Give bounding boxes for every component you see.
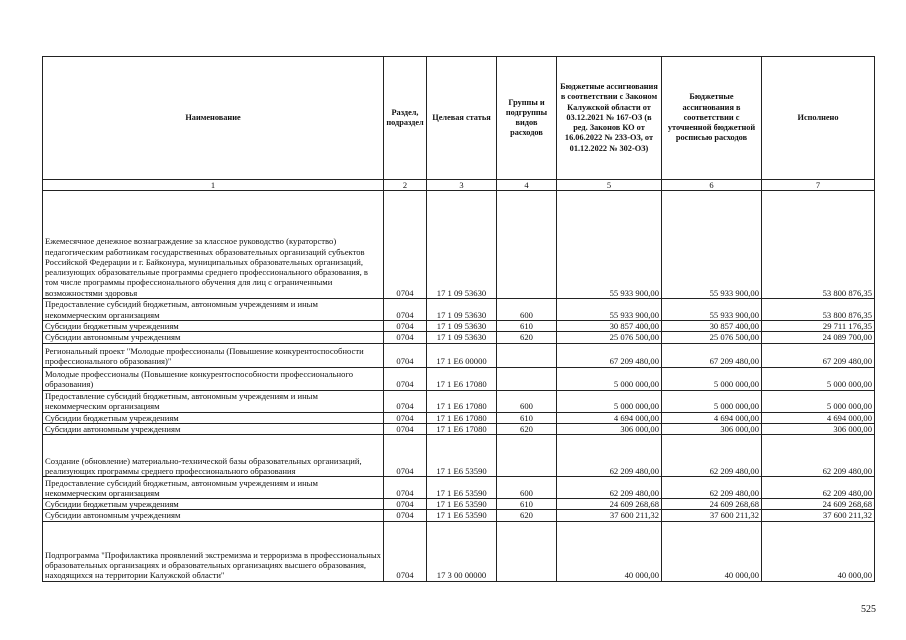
table-row <box>43 510 875 521</box>
row-target-article: 17 1 Е6 17080 <box>427 390 497 412</box>
row-target-article: 17 1 Е6 17080 <box>427 423 497 434</box>
row-expense-group: 620 <box>497 423 557 434</box>
row-expense-group <box>497 367 557 390</box>
row-expense-group: 620 <box>497 510 557 521</box>
row-section: 0704 <box>384 412 427 423</box>
table-row <box>43 423 875 434</box>
row-name: Создание (обновление) материально-технической базы образовательных организаций, реализующих программы среднего профессионального образования <box>43 435 384 477</box>
table-row <box>43 332 875 343</box>
row-section: 0704 <box>384 367 427 390</box>
table-row <box>43 390 875 412</box>
header-roster-allocations: Бюджетные ассигнования в соответствии с уточненной бюджетной росписью расходов <box>662 57 762 180</box>
row-section: 0704 <box>384 423 427 434</box>
row-section: 0704 <box>384 477 427 499</box>
column-number: 1 <box>43 180 384 191</box>
row-target-article: 17 1 Е6 17080 <box>427 412 497 423</box>
row-law-amount: 5 000 000,00 <box>557 390 662 412</box>
column-number: 2 <box>384 180 427 191</box>
row-executed-amount: 62 209 480,00 <box>762 477 875 499</box>
row-law-amount: 67 209 480,00 <box>557 343 662 367</box>
row-name: Предоставление субсидий бюджетным, автономным учреждениям и иным некоммерческим организациям <box>43 299 384 321</box>
row-executed-amount: 53 800 876,35 <box>762 191 875 299</box>
row-executed-amount: 5 000 000,00 <box>762 390 875 412</box>
column-number: 3 <box>427 180 497 191</box>
row-expense-group: 600 <box>497 477 557 499</box>
row-executed-amount: 67 209 480,00 <box>762 343 875 367</box>
column-number: 6 <box>662 180 762 191</box>
table-row <box>43 299 875 321</box>
column-number-row <box>43 180 875 191</box>
row-section: 0704 <box>384 343 427 367</box>
table-row <box>43 477 875 499</box>
row-roster-amount: 40 000,00 <box>662 521 762 581</box>
row-law-amount: 5 000 000,00 <box>557 367 662 390</box>
row-law-amount: 55 933 900,00 <box>557 299 662 321</box>
row-roster-amount: 5 000 000,00 <box>662 367 762 390</box>
row-law-amount: 306 000,00 <box>557 423 662 434</box>
row-name: Молодые профессионалы (Повышение конкурентоспособности профессионального образования) <box>43 367 384 390</box>
row-roster-amount: 37 600 211,32 <box>662 510 762 521</box>
row-expense-group: 600 <box>497 299 557 321</box>
table-row <box>43 499 875 510</box>
row-name: Субсидии бюджетным учреждениям <box>43 321 384 332</box>
row-target-article: 17 3 00 00000 <box>427 521 497 581</box>
row-roster-amount: 306 000,00 <box>662 423 762 434</box>
row-executed-amount: 62 209 480,00 <box>762 435 875 477</box>
row-name: Субсидии автономным учреждениям <box>43 423 384 434</box>
row-expense-group: 610 <box>497 321 557 332</box>
row-expense-group: 600 <box>497 390 557 412</box>
row-section: 0704 <box>384 191 427 299</box>
table-row <box>43 521 875 581</box>
row-roster-amount: 4 694 000,00 <box>662 412 762 423</box>
row-target-article: 17 1 09 53630 <box>427 321 497 332</box>
row-law-amount: 40 000,00 <box>557 521 662 581</box>
row-law-amount: 37 600 211,32 <box>557 510 662 521</box>
row-expense-group: 610 <box>497 499 557 510</box>
row-law-amount: 55 933 900,00 <box>557 191 662 299</box>
row-executed-amount: 37 600 211,32 <box>762 510 875 521</box>
row-expense-group <box>497 435 557 477</box>
header-law-allocations: Бюджетные ассигнования в соответствии с Законом Калужской области от 03.12.2021 № 167-ОЗ (в ред. Законов КО от 16.06.2022 № 233-ОЗ, от 01.12.2022 № 302-ОЗ) <box>557 57 662 180</box>
row-law-amount: 4 694 000,00 <box>557 412 662 423</box>
row-target-article: 17 1 Е6 00000 <box>427 343 497 367</box>
row-executed-amount: 4 694 000,00 <box>762 412 875 423</box>
row-executed-amount: 24 609 268,68 <box>762 499 875 510</box>
row-roster-amount: 25 076 500,00 <box>662 332 762 343</box>
row-section: 0704 <box>384 332 427 343</box>
row-target-article: 17 1 Е6 17080 <box>427 367 497 390</box>
row-target-article: 17 1 09 53630 <box>427 332 497 343</box>
column-number: 7 <box>762 180 875 191</box>
row-section: 0704 <box>384 499 427 510</box>
header-expense-groups: Группы и подгруппы видов расходов <box>497 57 557 180</box>
row-roster-amount: 67 209 480,00 <box>662 343 762 367</box>
row-executed-amount: 40 000,00 <box>762 521 875 581</box>
row-section: 0704 <box>384 435 427 477</box>
row-name: Субсидии автономным учреждениям <box>43 510 384 521</box>
row-roster-amount: 24 609 268,68 <box>662 499 762 510</box>
table-row <box>43 321 875 332</box>
row-target-article: 17 1 Е6 53590 <box>427 499 497 510</box>
header-executed: Исполнено <box>762 57 875 180</box>
row-expense-group <box>497 343 557 367</box>
row-section: 0704 <box>384 299 427 321</box>
table-row <box>43 191 875 299</box>
table-row <box>43 367 875 390</box>
row-executed-amount: 53 800 876,35 <box>762 299 875 321</box>
row-target-article: 17 1 Е6 53590 <box>427 435 497 477</box>
row-roster-amount: 62 209 480,00 <box>662 435 762 477</box>
row-law-amount: 24 609 268,68 <box>557 499 662 510</box>
page-number: 525 <box>861 604 876 615</box>
row-executed-amount: 24 089 700,00 <box>762 332 875 343</box>
row-executed-amount: 306 000,00 <box>762 423 875 434</box>
row-target-article: 17 1 Е6 53590 <box>427 477 497 499</box>
row-executed-amount: 29 711 176,35 <box>762 321 875 332</box>
row-name: Предоставление субсидий бюджетным, автономным учреждениям и иным некоммерческим организациям <box>43 477 384 499</box>
table-row <box>43 412 875 423</box>
row-law-amount: 25 076 500,00 <box>557 332 662 343</box>
row-name: Подпрограмма "Профилактика проявлений экстремизма и терроризма в профессиональных образовательных организациях и образовательных организациях высшего образования, находящихся на территории Калужской области" <box>43 521 384 581</box>
row-target-article: 17 1 09 53630 <box>427 191 497 299</box>
table-row <box>43 343 875 367</box>
table-row <box>43 435 875 477</box>
row-section: 0704 <box>384 510 427 521</box>
row-name: Субсидии автономным учреждениям <box>43 332 384 343</box>
row-target-article: 17 1 09 53630 <box>427 299 497 321</box>
row-name: Ежемесячное денежное вознаграждение за классное руководство (кураторство) педагогическим работникам государственных образовательных организаций субъектов Российской Федерации и г. Байконура, муниципальных образовательных организаций, реализующих образовательные программы среднего профессионального образования, в том числе программы профессионального обучения для лиц с ограниченными возможностями здоровья <box>43 191 384 299</box>
budget-execution-table <box>42 56 875 582</box>
row-name: Субсидии бюджетным учреждениям <box>43 412 384 423</box>
row-law-amount: 62 209 480,00 <box>557 477 662 499</box>
row-name: Субсидии бюджетным учреждениям <box>43 499 384 510</box>
row-roster-amount: 62 209 480,00 <box>662 477 762 499</box>
column-number: 4 <box>497 180 557 191</box>
row-expense-group <box>497 191 557 299</box>
column-number: 5 <box>557 180 662 191</box>
row-roster-amount: 55 933 900,00 <box>662 191 762 299</box>
header-section: Раздел, подраздел <box>384 57 427 180</box>
row-roster-amount: 30 857 400,00 <box>662 321 762 332</box>
row-law-amount: 62 209 480,00 <box>557 435 662 477</box>
row-expense-group: 620 <box>497 332 557 343</box>
row-roster-amount: 55 933 900,00 <box>662 299 762 321</box>
row-law-amount: 30 857 400,00 <box>557 321 662 332</box>
table-header-row <box>43 57 875 180</box>
row-section: 0704 <box>384 321 427 332</box>
row-target-article: 17 1 Е6 53590 <box>427 510 497 521</box>
row-executed-amount: 5 000 000,00 <box>762 367 875 390</box>
row-section: 0704 <box>384 390 427 412</box>
row-expense-group: 610 <box>497 412 557 423</box>
row-name: Предоставление субсидий бюджетным, автономным учреждениям и иным некоммерческим организациям <box>43 390 384 412</box>
header-target-article: Целевая статья <box>427 57 497 180</box>
row-expense-group <box>497 521 557 581</box>
header-name: Наименование <box>43 57 384 180</box>
row-section: 0704 <box>384 521 427 581</box>
row-roster-amount: 5 000 000,00 <box>662 390 762 412</box>
row-name: Региональный проект "Молодые профессионалы (Повышение конкурентоспособности профессионального образования)" <box>43 343 384 367</box>
